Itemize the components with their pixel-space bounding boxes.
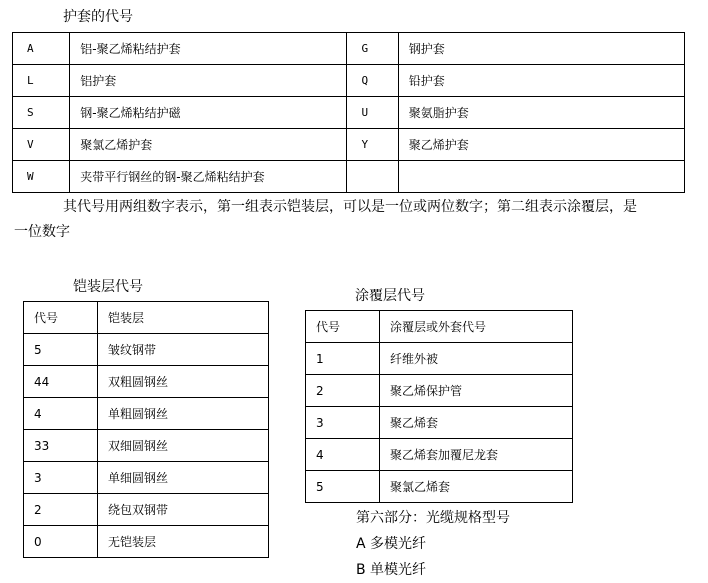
table-row	[24, 462, 269, 494]
part6-item-b: B 单模光纤	[356, 562, 427, 578]
sheath-code-cell: Y	[347, 129, 398, 161]
coating-name-cell: 聚乙烯套加覆尼龙套	[380, 439, 573, 471]
table-row	[24, 366, 269, 398]
armor-code-cell: 4	[24, 398, 98, 430]
sheath-name-cell: 夹带平行钢丝的钢-聚乙烯粘结护套	[70, 161, 347, 193]
table-row	[24, 334, 269, 366]
sheath-code-cell: L	[13, 65, 70, 97]
armor-name-cell: 绕包双钢带	[98, 494, 269, 526]
armor-code-cell: 33	[24, 430, 98, 462]
sheath-code-cell: G	[347, 33, 398, 65]
coating-code-cell: 5	[306, 471, 380, 503]
sheath-code-cell: S	[13, 97, 70, 129]
table-row	[306, 343, 573, 375]
sheath-code-cell	[347, 161, 398, 193]
sheath-name-cell: 铝-聚乙烯粘结护套	[70, 33, 347, 65]
table-header-row	[24, 302, 269, 334]
table-row	[24, 398, 269, 430]
table-row	[24, 430, 269, 462]
table-header-row	[306, 311, 573, 343]
armor-code-cell: 44	[24, 366, 98, 398]
header-cell-coating: 涂覆层或外套代号	[380, 311, 573, 343]
table-row	[24, 494, 269, 526]
armor-name-cell: 双粗圆钢丝	[98, 366, 269, 398]
header-cell-code: 代号	[306, 311, 380, 343]
table-row	[24, 526, 269, 558]
coating-code-cell: 1	[306, 343, 380, 375]
sheath-code-table	[12, 32, 685, 193]
sheath-name-cell: 钢-聚乙烯粘结护磁	[70, 97, 347, 129]
table-row	[13, 97, 685, 129]
coating-name-cell: 聚乙烯套	[380, 407, 573, 439]
sheath-name-cell: 聚氨脂护套	[398, 97, 684, 129]
armor-title: 铠装层代号	[73, 279, 143, 295]
table-row	[13, 129, 685, 161]
armor-name-cell: 皱纹钢带	[98, 334, 269, 366]
coating-name-cell: 聚氯乙烯套	[380, 471, 573, 503]
table-row	[306, 375, 573, 407]
armor-code-cell: 5	[24, 334, 98, 366]
sheath-title: 护套的代号	[63, 9, 133, 25]
sheath-code-cell: U	[347, 97, 398, 129]
sheath-code-cell: V	[13, 129, 70, 161]
armor-code-cell: 3	[24, 462, 98, 494]
armor-name-cell: 无铠装层	[98, 526, 269, 558]
header-cell-code: 代号	[24, 302, 98, 334]
sheath-name-cell: 铅护套	[398, 65, 684, 97]
armor-name-cell: 单粗圆钢丝	[98, 398, 269, 430]
armor-code-cell: 2	[24, 494, 98, 526]
armor-name-cell: 双细圆钢丝	[98, 430, 269, 462]
coating-code-cell: 2	[306, 375, 380, 407]
table-row	[13, 33, 685, 65]
coating-name-cell: 纤维外被	[380, 343, 573, 375]
coating-code-cell: 3	[306, 407, 380, 439]
paragraph-line-1: 其代号用两组数字表示，第一组表示铠装层，可以是一位或两位数字；第二组表示涂覆层，是	[63, 199, 637, 215]
sheath-name-cell: 聚乙烯护套	[398, 129, 684, 161]
table-row	[306, 407, 573, 439]
table-row	[306, 471, 573, 503]
coating-code-cell: 4	[306, 439, 380, 471]
sheath-name-cell	[398, 161, 684, 193]
sheath-code-cell: A	[13, 33, 70, 65]
armor-code-cell: 0	[24, 526, 98, 558]
sheath-name-cell: 钢护套	[398, 33, 684, 65]
coating-code-table	[305, 310, 573, 503]
part6-item-a: A 多模光纤	[356, 536, 427, 552]
armor-name-cell: 单细圆钢丝	[98, 462, 269, 494]
coating-title: 涂覆层代号	[355, 288, 425, 304]
coating-name-cell: 聚乙烯保护管	[380, 375, 573, 407]
part6-title: 第六部分：光缆规格型号	[356, 510, 510, 526]
table-row	[13, 65, 685, 97]
paragraph-line-2: 一位数字	[14, 224, 70, 240]
sheath-name-cell: 铝护套	[70, 65, 347, 97]
table-row	[306, 439, 573, 471]
table-row	[13, 161, 685, 193]
sheath-code-cell: Q	[347, 65, 398, 97]
sheath-code-cell: W	[13, 161, 70, 193]
header-cell-armor: 铠装层	[98, 302, 269, 334]
armor-code-table	[23, 301, 269, 558]
sheath-name-cell: 聚氯乙烯护套	[70, 129, 347, 161]
